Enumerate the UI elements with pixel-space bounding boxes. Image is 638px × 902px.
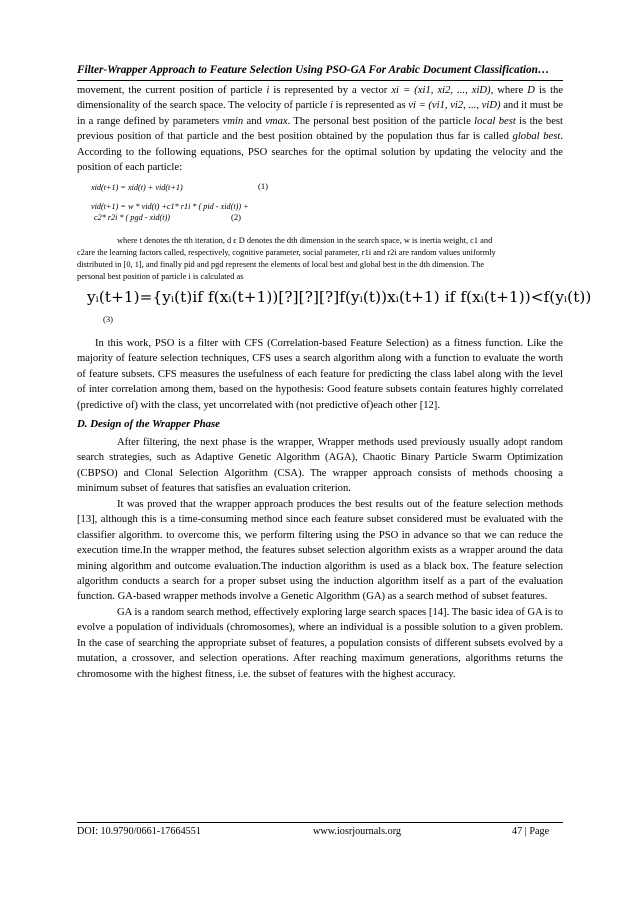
where-text-line3: distributed in [0, 1], and finally pid and pgd represent the elements of local best and global best in the dth dimension. The <box>77 260 485 269</box>
footer-site: www.iosrjournals.org <box>313 826 402 837</box>
equation-3: yᵢ(t+1)={yᵢ(t)if f(xᵢ(t+1))[?][?][?]f(yᵢ(t))xᵢ(t+1) if f(xᵢ(t+1))<f(yᵢ(t)) <box>87 288 592 306</box>
section-heading: D. Design of the Wrapper Phase <box>77 418 220 430</box>
paragraph-wrapper-1: After filtering, the next phase is the wrapper, Wrapper methods used previously usually adopt random search strategies, such as Adaptive Genetic Algorithm (AGA), Chaotic Binary Particle Swarm Optimization (CBPSO) and Clonal Selection Algorithm (CSA). The wrapper approach consists of methods choosing a minimum subset of features that satisfies an evaluation criterion. <box>77 437 563 495</box>
where-text-line2: c2are the learning factors called, respectively, cognitive parameter, social parameter, r1i and r2i are random values uniformly <box>77 248 496 257</box>
equation-1: xid(t+1) = xid(t) + vid(t+1) <box>91 183 183 192</box>
equation-2-line1: vid(t+1) = w * vid(t) +c1* r1i * ( pid - xid(t)) + <box>91 202 249 211</box>
equation-1-number: (1) <box>258 181 269 191</box>
paragraph-pso-position: movement, the current position of particle i is represented by a vector xi = (xi1, xi2, ..., xiD), where D is the dimensionality of the search space. The velocity of particle i is represented as vi = (vi1, vi2, ..., viD) and it must be in a range defined by parameters vmin and vmax. The personal best position of the particle local best is the best previous position of that particle and the best position obtained by the population thus far is called global best. According to the following equations, PSO searches for the optimal solution by updating the velocity and the position of each particle: <box>77 85 564 174</box>
header-rule <box>77 80 563 81</box>
running-header: Filter-Wrapper Approach to Feature Selection Using PSO-GA For Arabic Document Classification… <box>77 64 550 76</box>
paragraph-wrapper-2: It was proved that the wrapper approach produces the best results out of the feature selection methods [13], although this is a time-consuming method since each feature subset considered must be evaluated with the classifier algorithm. to overcome this, we perform filtering using the PSO in advance so that we can reduce the execution time.In the wrapper method, the features subset selection algorithm exists as a wrapper around the data mining algorithm and outcome evaluation.The induction algorithm is used as a black box. The feature selection algorithm conducts a search for a proper subset using the induction algorithm itself as a part of the evaluation function. GA-based wrapper methods involve a Genetic Algorithm (GA) as a search method of subset features. <box>77 499 563 603</box>
paragraph-ga: GA is a random search method, effectively exploring large search spaces [14]. The basic idea of GA is to evolve a population of individuals (chromosomes), where an individual is a possible solution to a given problem. In the case of searching the appropriate subset of features, a population consists of different subsets evolved by a mutation, a crossover, and selection operations. After reaching maximum generations, algorithms returns the chromosome with the highest fitness, i.e. the subset of features with the highest accuracy. <box>77 607 563 680</box>
paragraph-cfs: In this work, PSO is a filter with CFS (Correlation-based Feature Selection) as a fitness function. Like the majority of feature selection techniques, CFS uses a search algorithm along with a function to evaluate the worth of feature subsets. CFS measures the usefulness of each feature for predicting the class label along with the level of inter correlation among them, based on the hypothesis: Good feature subsets contain features highly correlated (predictive of) with the class, yet uncorrelated with (not predictive of)each other [12]. <box>77 338 563 411</box>
equation-2-number: (2) <box>231 212 242 222</box>
equation-3-number: (3) <box>103 314 114 324</box>
where-text-line1: where t denotes the tth iteration, d ϵ D denotes the dth dimension in the search space, w is inertia weight, c1 and <box>117 236 493 245</box>
footer-rule <box>77 822 563 823</box>
footer-doi: DOI: 10.9790/0661-17664551 <box>77 826 201 837</box>
equation-2-line2: c2* r2i * ( pgd - xid(t)) <box>94 213 170 222</box>
where-text-line4: personal best position of particle i is calculated as <box>77 272 244 281</box>
footer-page: 47 | Page <box>512 826 550 837</box>
